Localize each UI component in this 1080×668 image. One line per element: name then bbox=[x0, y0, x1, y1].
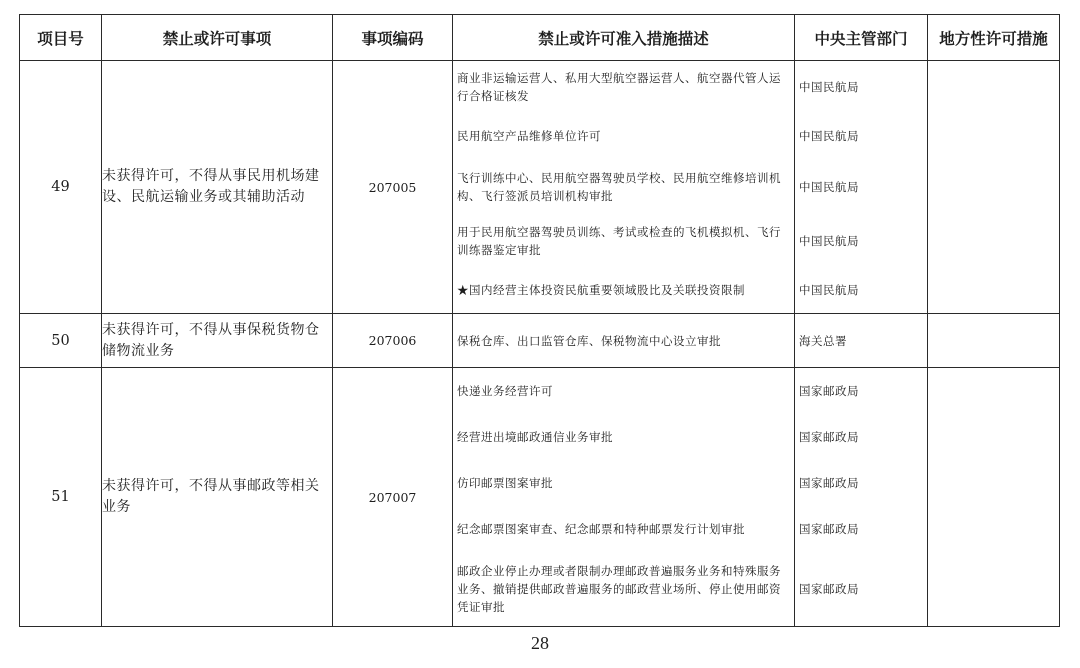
local-measure bbox=[928, 159, 1059, 215]
local-measure bbox=[928, 368, 1059, 414]
local-measure bbox=[928, 61, 1059, 113]
item-code: 207006 bbox=[333, 314, 453, 368]
measure-department: 中国民航局 bbox=[795, 113, 928, 159]
header-department: 中央主管部门 bbox=[795, 15, 928, 61]
measure-description: ★国内经营主体投资民航重要领域股比及关联投资限制 bbox=[453, 267, 795, 313]
local-measure bbox=[928, 215, 1059, 267]
measure-description: 民用航空产品维修单位许可 bbox=[453, 113, 795, 159]
measure-department: 中国民航局 bbox=[795, 267, 928, 313]
measure-department: 国家邮政局 bbox=[795, 460, 928, 506]
item-number: 49 bbox=[20, 61, 102, 314]
measure-department: 海关总署 bbox=[795, 314, 928, 367]
item-description: 未获得许可，不得从事邮政等相关业务 bbox=[102, 368, 333, 627]
measure-department: 国家邮政局 bbox=[795, 414, 928, 460]
permit-table bbox=[19, 14, 1060, 627]
header-measure-description: 禁止或许可准入措施描述 bbox=[453, 15, 795, 61]
header-item-number: 项目号 bbox=[20, 15, 102, 61]
measures-cell bbox=[453, 61, 1060, 314]
measure-description: 保税仓库、出口监管仓库、保税物流中心设立审批 bbox=[453, 314, 795, 367]
local-measure bbox=[928, 267, 1059, 313]
local-measure bbox=[928, 113, 1059, 159]
measure-department: 中国民航局 bbox=[795, 159, 928, 215]
local-measure bbox=[928, 314, 1059, 367]
measure-department: 国家邮政局 bbox=[795, 368, 928, 414]
measure-description: 纪念邮票图案审查、纪念邮票和特种邮票发行计划审批 bbox=[453, 506, 795, 552]
measure-description: 邮政企业停止办理或者限制办理邮政普遍服务业务和特殊服务业务、撤销提供邮政普遍服务的邮政营业场所、停止使用邮资凭证审批 bbox=[453, 552, 795, 626]
local-measure bbox=[928, 460, 1059, 506]
header-row bbox=[20, 15, 1060, 61]
item-number: 51 bbox=[20, 368, 102, 627]
local-measure bbox=[928, 414, 1059, 460]
measure-description: 仿印邮票图案审批 bbox=[453, 460, 795, 506]
header-item: 禁止或许可事项 bbox=[102, 15, 333, 61]
item-description: 未获得许可，不得从事保税货物仓储物流业务 bbox=[102, 314, 333, 368]
item-code: 207005 bbox=[333, 61, 453, 314]
item-description: 未获得许可，不得从事民用机场建设、民航运输业务或其辅助活动 bbox=[102, 61, 333, 314]
measure-department: 国家邮政局 bbox=[795, 506, 928, 552]
measure-department: 中国民航局 bbox=[795, 215, 928, 267]
table-row bbox=[20, 61, 1060, 314]
measure-department: 中国民航局 bbox=[795, 61, 928, 113]
table-row bbox=[20, 368, 1060, 627]
measure-description: 飞行训练中心、民用航空器驾驶员学校、民用航空维修培训机构、飞行签派员培训机构审批 bbox=[453, 159, 795, 215]
header-code: 事项编码 bbox=[333, 15, 453, 61]
table-row bbox=[20, 314, 1060, 368]
item-number: 50 bbox=[20, 314, 102, 368]
measure-description: 快递业务经营许可 bbox=[453, 368, 795, 414]
measures-cell bbox=[453, 368, 1060, 627]
measure-description: 用于民用航空器驾驶员训练、考试或检查的飞机模拟机、飞行训练器鉴定审批 bbox=[453, 215, 795, 267]
measure-department: 国家邮政局 bbox=[795, 552, 928, 626]
header-local-measure: 地方性许可措施 bbox=[928, 15, 1060, 61]
local-measure bbox=[928, 552, 1059, 626]
measure-description: 商业非运输运营人、私用大型航空器运营人、航空器代管人运行合格证核发 bbox=[453, 61, 795, 113]
item-code: 207007 bbox=[333, 368, 453, 627]
local-measure bbox=[928, 506, 1059, 552]
page-number: 28 bbox=[531, 633, 549, 653]
measure-description: 经营进出境邮政通信业务审批 bbox=[453, 414, 795, 460]
measures-cell bbox=[453, 314, 1060, 368]
